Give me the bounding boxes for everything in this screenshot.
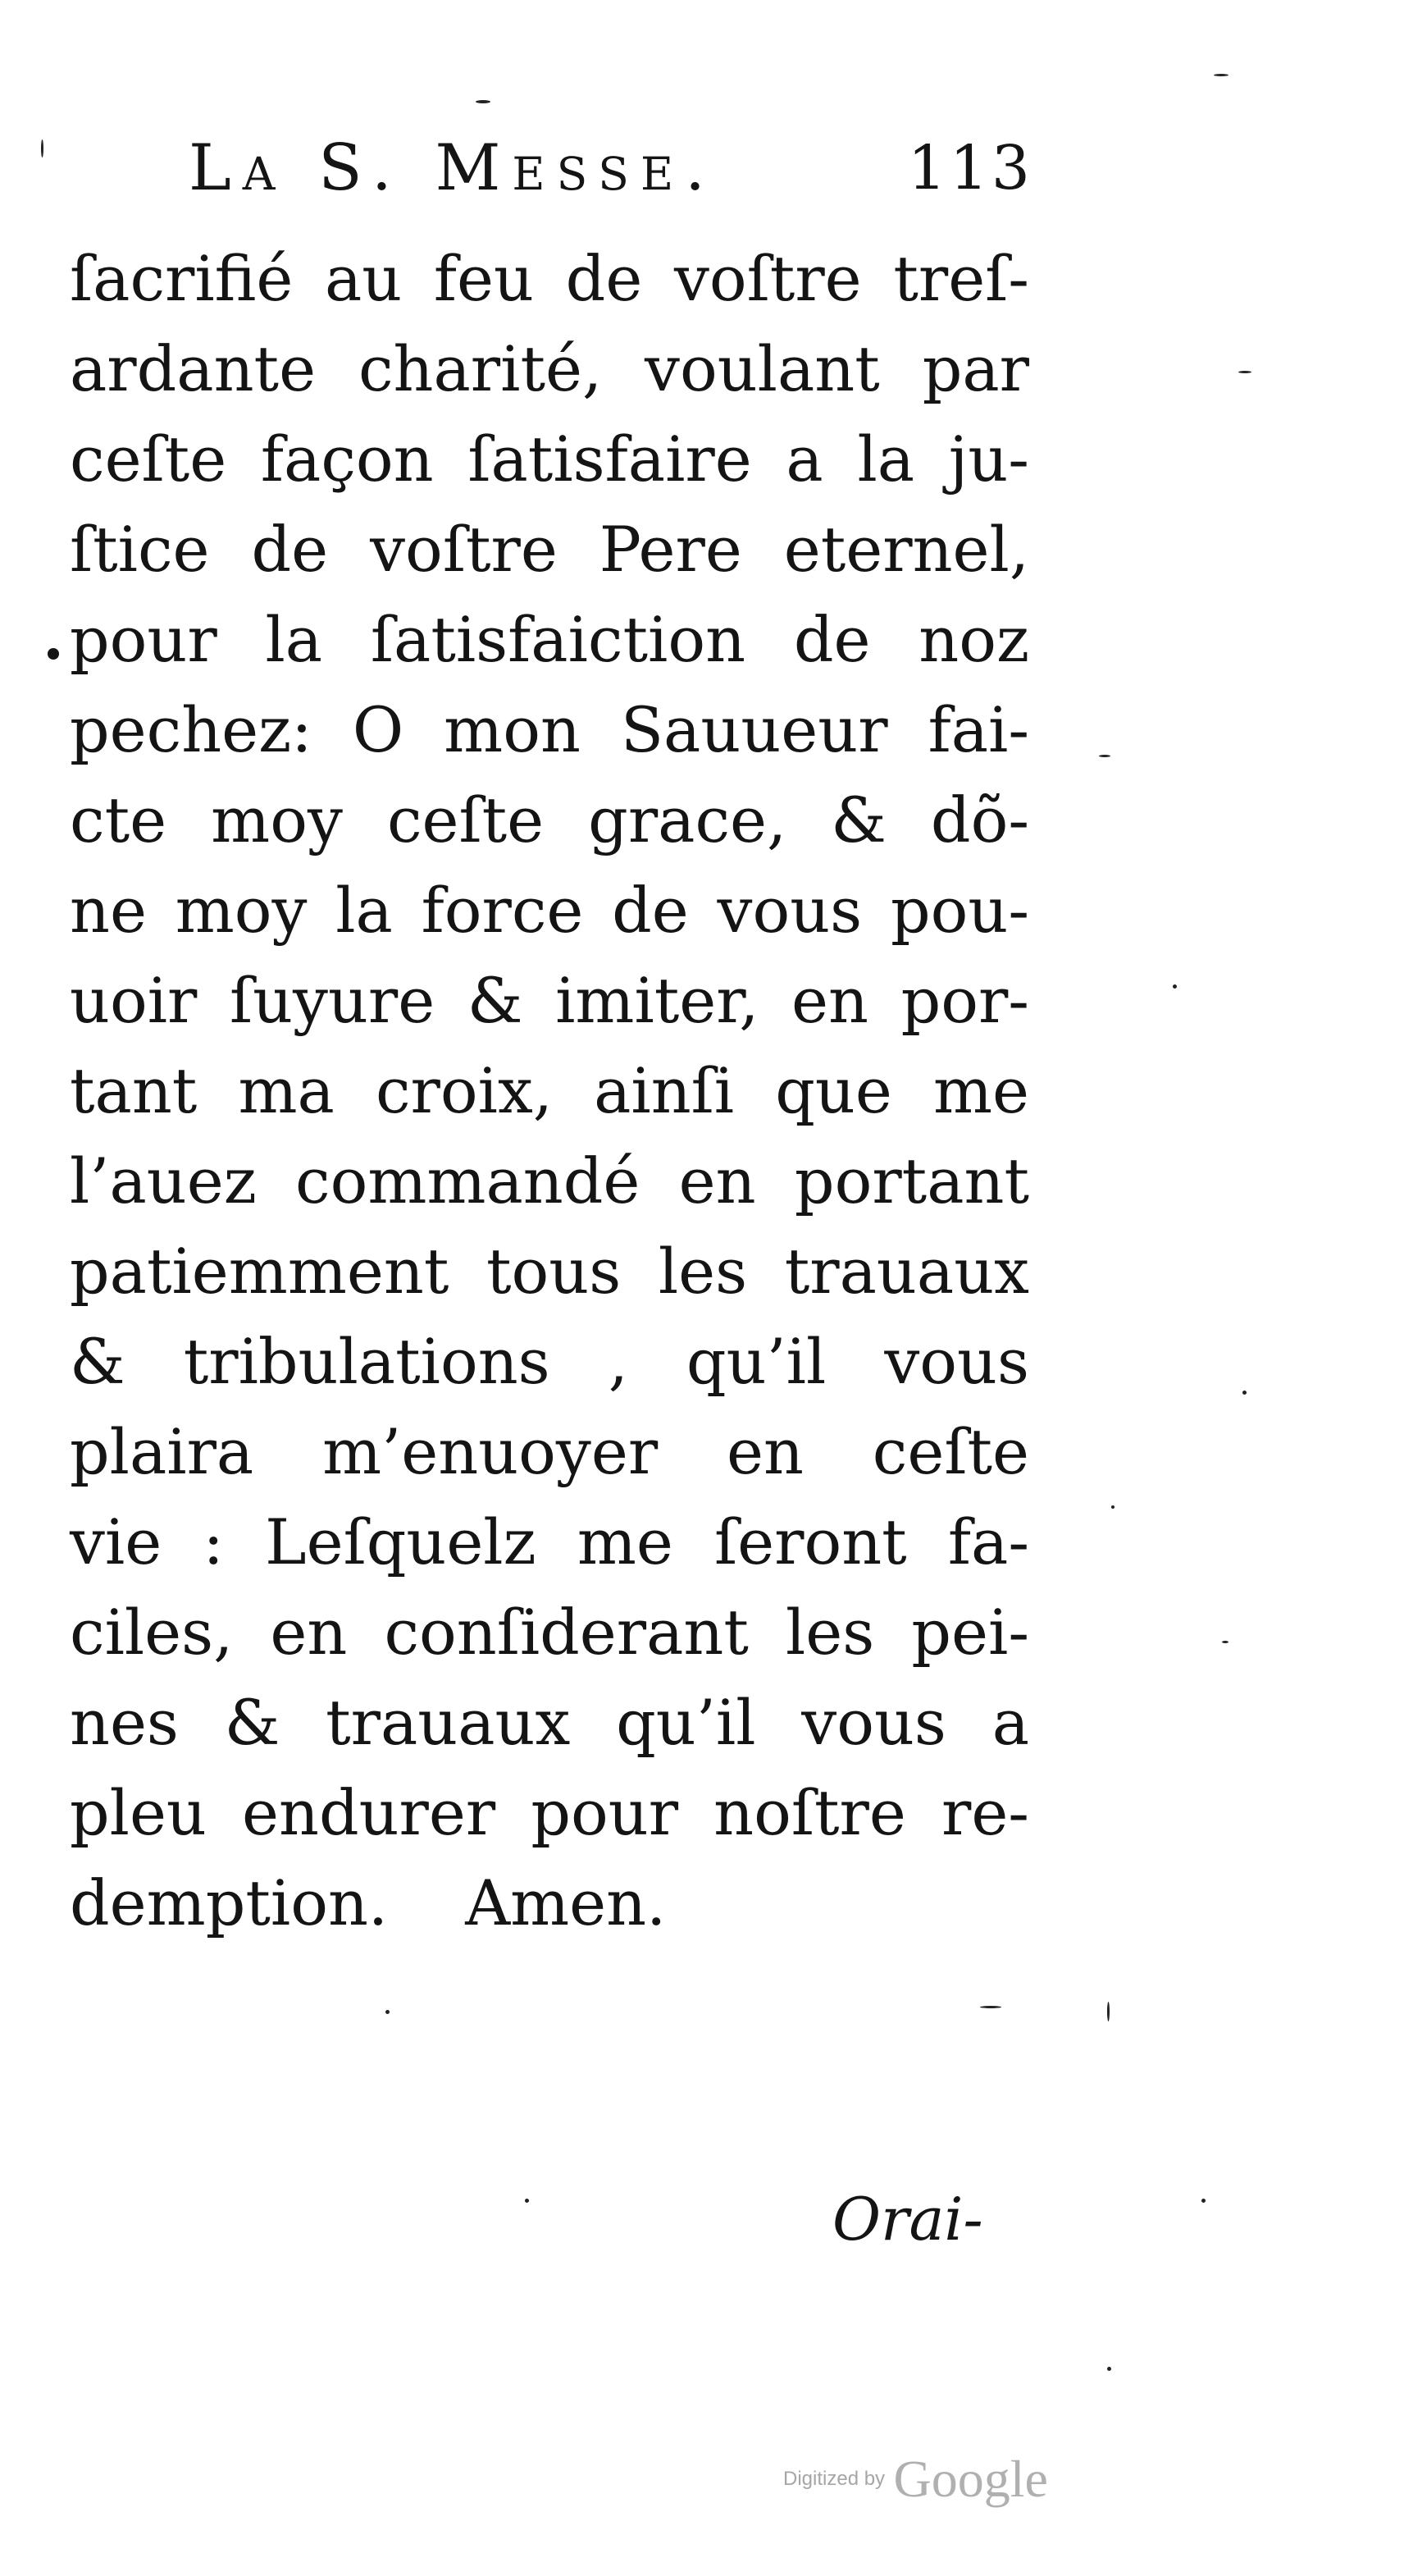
catchword: Orai- bbox=[832, 2185, 983, 2254]
scan-speck bbox=[1201, 2199, 1206, 2203]
scan-speck bbox=[385, 2010, 390, 2014]
text-line: ſacrifié au feu de voſtre treſ- bbox=[70, 242, 1029, 315]
text-line: patiemment tous les trauaux bbox=[70, 1235, 1029, 1308]
text-line-final: demption. Amen. bbox=[70, 1866, 667, 1939]
scan-speck bbox=[1111, 1505, 1115, 1509]
text-line: uoir ſuyure & imiter, en por- bbox=[70, 964, 1029, 1037]
text-line: tant ma croix, ainſi que me bbox=[70, 1054, 1029, 1127]
scan-speck bbox=[1107, 2367, 1111, 2371]
running-title: La S. Messe. bbox=[189, 131, 717, 205]
scan-speck bbox=[1173, 984, 1177, 989]
text-line: pleu endurer pour noſtre re- bbox=[70, 1776, 1029, 1849]
text-line: ardante charité, voulant par bbox=[70, 332, 1029, 405]
scan-speck bbox=[1238, 371, 1251, 373]
scan-speck bbox=[41, 139, 43, 158]
text-line: ſtice de voſtre Pere eternel, bbox=[70, 513, 1029, 586]
scan-speck bbox=[1222, 1641, 1228, 1643]
scan-speck bbox=[1242, 1391, 1247, 1395]
digitized-by-label: Digitized by bbox=[783, 2468, 886, 2490]
text-line: cte moy ceſte grace, & dõ- bbox=[70, 783, 1029, 856]
running-head bbox=[189, 123, 1033, 213]
scan-speck bbox=[1099, 755, 1110, 757]
text-line: nes & trauaux qu’il vous a bbox=[70, 1686, 1029, 1759]
scan-speck bbox=[1214, 74, 1228, 76]
text-line: pechez: O mon Sauueur fai- bbox=[70, 693, 1029, 766]
page-number: 113 bbox=[907, 133, 1033, 203]
body-text bbox=[70, 234, 1029, 1948]
text-line: ceſte façon ſatisfaire a la ju- bbox=[70, 422, 1029, 496]
scan-speck bbox=[525, 2199, 529, 2203]
text-line: ne moy la force de vous pou- bbox=[70, 874, 1029, 947]
google-logo: Google bbox=[893, 2450, 1048, 2508]
text-line: vie : Leſquelz me ſeront fa- bbox=[70, 1505, 1029, 1578]
text-line: plaira m’enuoyer en ceſte bbox=[70, 1415, 1029, 1488]
text-line: ciles, en conſiderant les pei- bbox=[70, 1596, 1029, 1669]
text-line: pour la ſatisfaiction de noz bbox=[70, 603, 1029, 676]
scan-speck bbox=[476, 100, 490, 103]
text-line: l’auez commandé en portant bbox=[70, 1144, 1029, 1217]
text-line: & tribulations , qu’il vous bbox=[70, 1325, 1029, 1398]
margin-mark bbox=[48, 648, 59, 660]
scan-speck bbox=[980, 2006, 1001, 2008]
scan-speck bbox=[1107, 2002, 1110, 2021]
digitized-by-footer bbox=[783, 2449, 1048, 2514]
